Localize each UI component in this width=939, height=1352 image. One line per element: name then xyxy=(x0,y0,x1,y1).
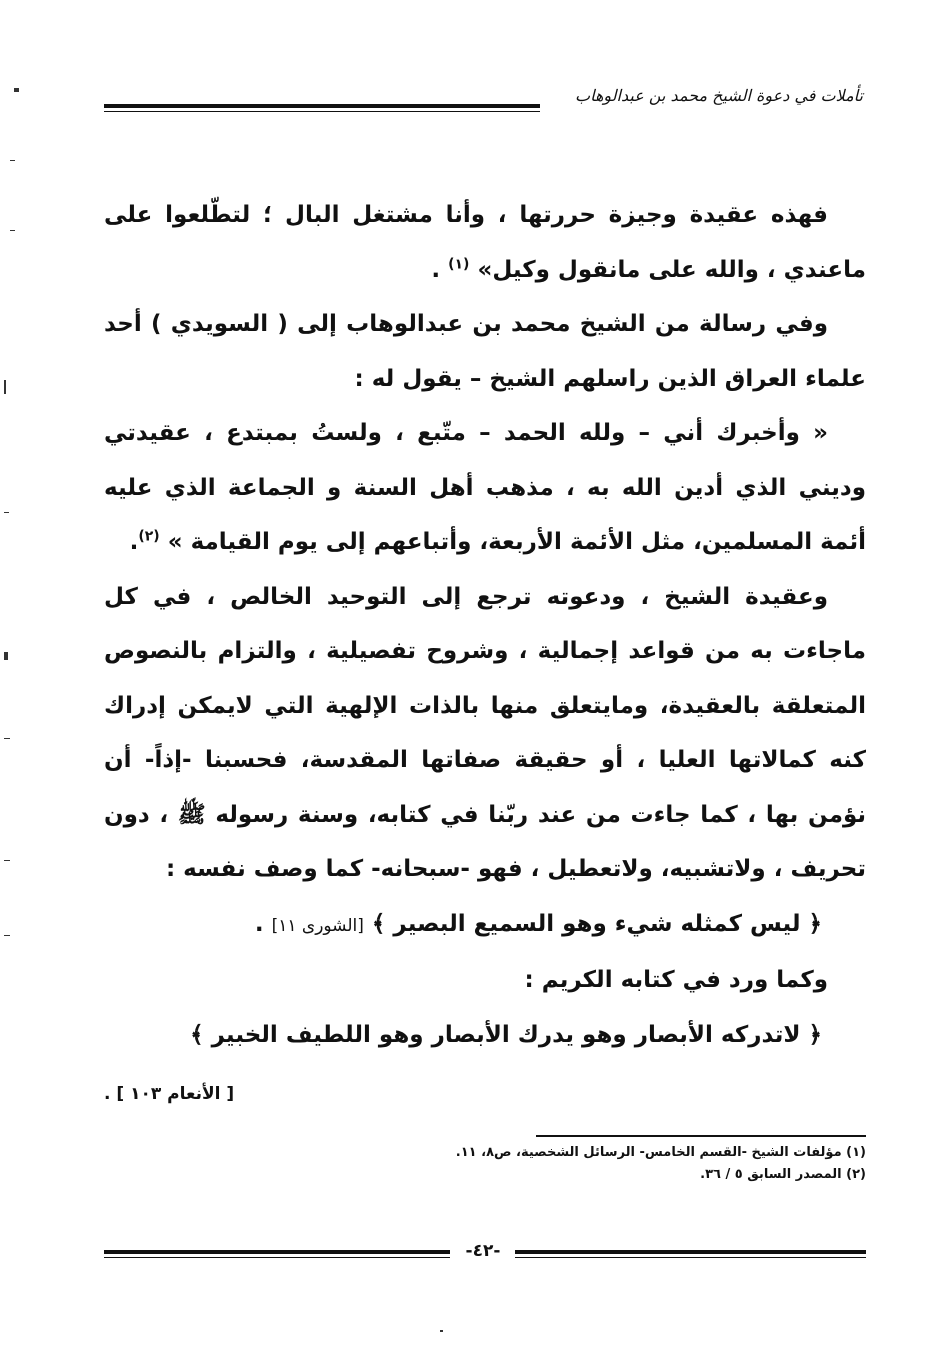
verse-2-reference: [ الأنعام ١٠٣ ] . xyxy=(104,1084,235,1104)
paragraph-3-end: . xyxy=(129,529,139,555)
footer-rule-left xyxy=(104,1250,450,1258)
paragraph-5: وكما ورد في كتابه الكريم : xyxy=(524,967,828,993)
paragraph-3-text: « وأخبرك أني – ولله الحمد – متّبع ، ولستُ بمبتدع ، عقيدتي وديني الذي أدين الله به ، مذهب أهل السنة و الجماعة الذي عليه أئمة المسلمين، مثل الأئمة الأربعة، وأتباعهم إلى يوم القيامة » xyxy=(104,420,866,555)
scan-mark xyxy=(4,512,9,513)
paragraph-4: وعقيدة الشيخ ، ودعوته ترجع إلى التوحيد الخالص ، في كل ماجاءت به من قواعد إجمالية ، وشروح تفصيلية ، والتزام بالنصوص المتعلقة بالعقيدة، ومايتعلق منها بالذات الإلهية التي لايمكن إدراك كنه كمالاتها العليا ، أو حقيقة صفاتها المقدسة، فحسبنا -إذاً- أن نؤمن بها ، كما جاءت من عند ربّنا في كتابه، وسنة رسوله ﷺ ، دون تحريف ، ولاتشبيه، ولاتعطيل ، فهو -سبحانه- كما وصف نفسه : xyxy=(104,583,866,882)
verse-1-reference: [الشورى ١١] xyxy=(271,915,364,936)
main-text xyxy=(104,188,866,1062)
verse-1-end: . xyxy=(254,910,272,937)
running-header-title: تأملات في دعوة الشيخ محمد بن عبدالوهاب xyxy=(575,86,863,105)
scan-mark xyxy=(4,738,10,739)
paragraph-1-end: . xyxy=(431,256,449,283)
verse-2: ﴿ لاتدركه الأبصار وهو يدرك الأبصار وهو اللطيف الخبير ﴾ xyxy=(190,1021,822,1048)
footnote-1: (١) مؤلفات الشيخ -القسم الخامس- الرسائل الشخصية، ص٨، ١١. xyxy=(455,1145,866,1160)
scan-mark xyxy=(4,860,10,861)
verse-1-text: ﴿ ليس كمثله شيء وهو السميع البصير ﴾ xyxy=(371,910,822,937)
paragraph-2: وفي رسالة من الشيخ محمد بن عبدالوهاب إلى ( السويدي ) أحد علماء العراق الذين راسلهم الشيخ – يقول له : xyxy=(104,311,866,392)
scan-mark xyxy=(4,380,6,394)
scan-mark xyxy=(14,88,19,92)
footnote-2: (٢) المصدر السابق ٥ / ٣٦. xyxy=(700,1167,866,1182)
footnote-ref-2: (٢) xyxy=(138,528,160,545)
scan-mark xyxy=(10,230,15,231)
verse-1 xyxy=(104,897,866,954)
scan-mark xyxy=(4,935,10,936)
paragraph-3-quote xyxy=(104,406,866,570)
footnote-ref-1: (١) xyxy=(448,255,470,272)
footnotes xyxy=(346,1142,866,1186)
scan-mark xyxy=(4,652,8,660)
paragraph-1 xyxy=(104,188,866,297)
page-number: -٤٢- xyxy=(465,1241,501,1261)
footer-rule-right xyxy=(515,1250,866,1258)
scan-mark xyxy=(440,1330,443,1332)
paragraph-1-text: فهذه عقيدة وجيزة حررتها ، وأنا مشتغل البال ؛ لتطّلعوا على ماعندي ، والله على مانقول وكيل» xyxy=(104,202,866,283)
header-rule xyxy=(104,104,540,112)
footnote-rule xyxy=(536,1135,866,1137)
scan-mark xyxy=(10,160,15,161)
